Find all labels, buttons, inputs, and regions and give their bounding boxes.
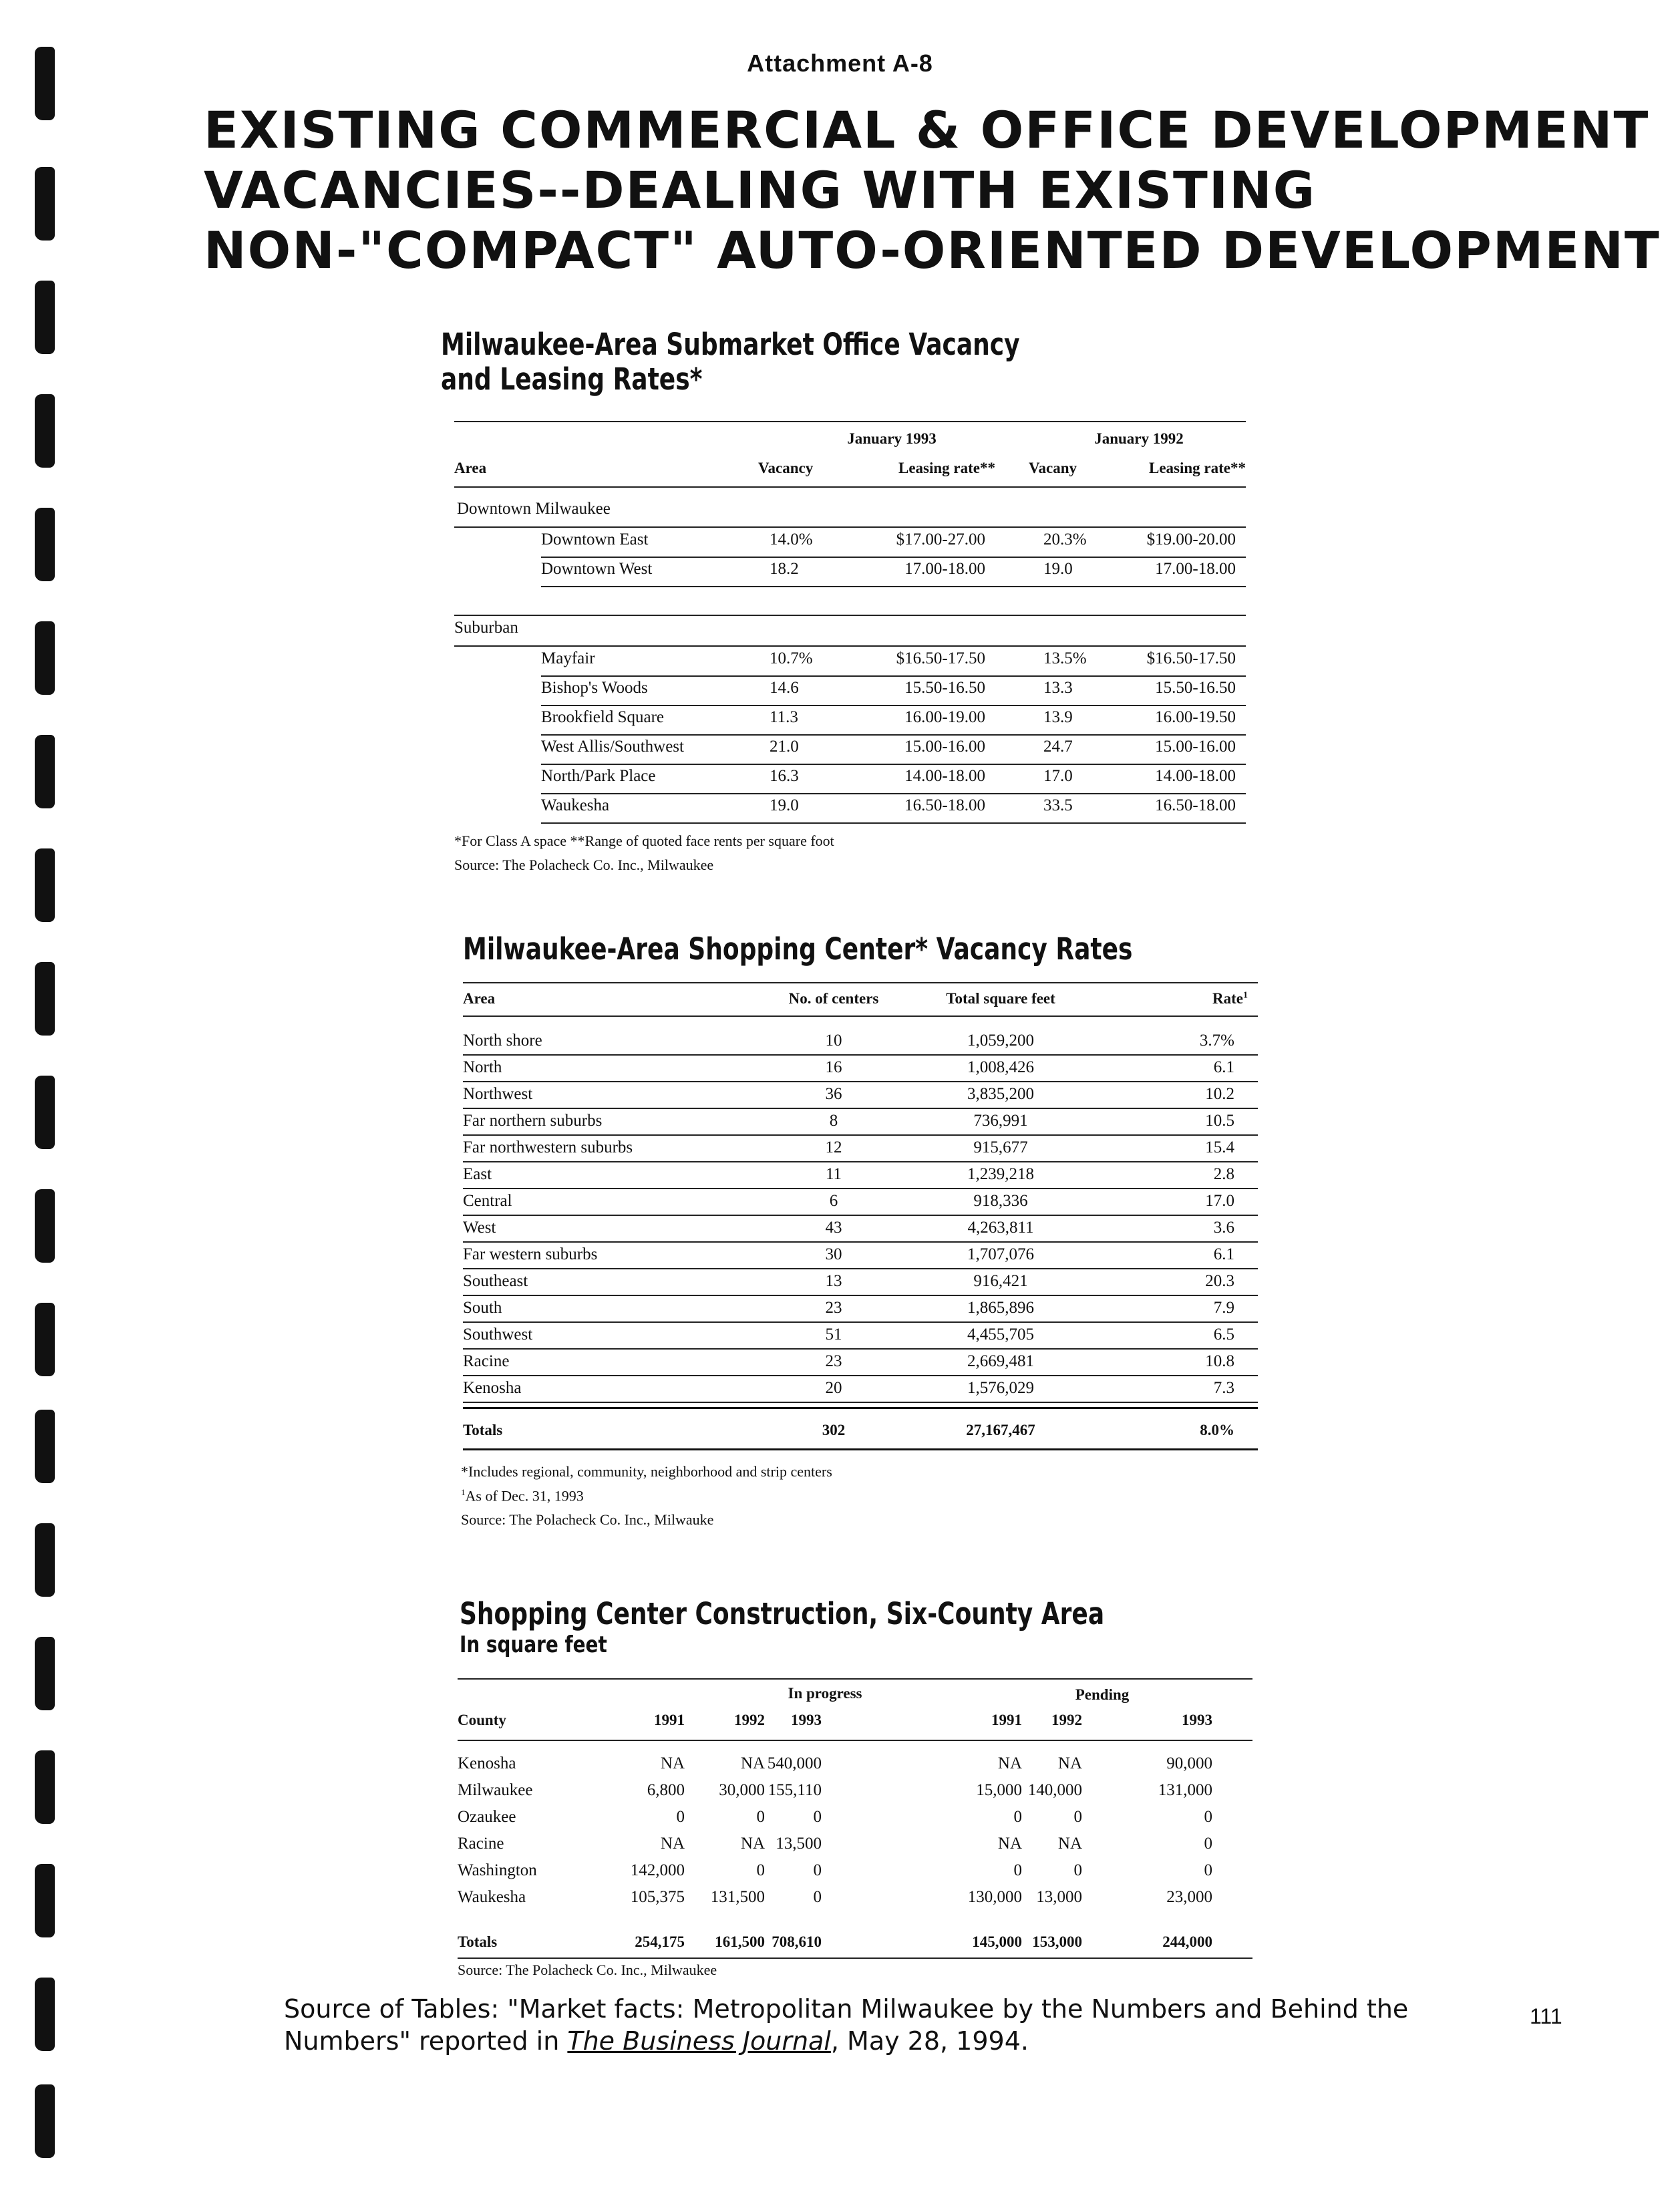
row-rate: 3.6: [1213, 1219, 1234, 1237]
row-square-feet: 3,835,200: [967, 1085, 1034, 1103]
table-rule: [463, 1448, 1258, 1450]
row-centers: 20: [825, 1379, 842, 1397]
row-value: 140,000: [1027, 1781, 1082, 1799]
citation-line2: [284, 2025, 1408, 2057]
row-area: Waukesha: [541, 796, 610, 814]
shopping-table-title: Milwaukee-Area Shopping Center* Vacancy Rates: [463, 931, 1133, 967]
row-square-feet: 1,576,029: [967, 1379, 1034, 1397]
row-vacancy-1993: 14.0%: [770, 530, 813, 548]
header-vacancy-1993: Vacancy: [758, 460, 814, 476]
header-centers: No. of centers: [788, 990, 879, 1007]
row-county: Ozaukee: [458, 1808, 516, 1826]
header-leasing-1993: Leasing rate**: [898, 460, 995, 476]
row-value: 540,000: [767, 1754, 822, 1772]
totals-value: 153,000: [1032, 1933, 1082, 1950]
row-vacancy-1993: 18.2: [770, 560, 799, 578]
header-year: 1991: [991, 1712, 1022, 1728]
row-value: NA: [997, 1835, 1022, 1853]
binder-hole: [35, 1750, 55, 1824]
row-leasing-1992: 17.00-18.00: [1155, 560, 1236, 578]
header-rate-sup: 1: [1243, 990, 1248, 1001]
row-rate: 20.3: [1205, 1272, 1234, 1290]
row-centers: 23: [825, 1352, 842, 1370]
row-area: Southwest: [463, 1325, 533, 1344]
header-year: 1993: [791, 1712, 822, 1728]
binder-hole: [35, 735, 55, 808]
totals-value: 708,610: [772, 1933, 822, 1950]
row-leasing-1993: $16.50-17.50: [896, 649, 985, 667]
row-vacancy-1993: 10.7%: [770, 649, 813, 667]
binder-hole: [35, 1410, 55, 1483]
row-area: Bishop's Woods: [541, 679, 648, 697]
headline-line: EXISTING COMMERCIAL & OFFICE DEVELOPMENT: [204, 100, 1650, 160]
row-centers: 8: [829, 1112, 838, 1130]
row-area: Northwest: [463, 1085, 533, 1103]
citation-line1: Source of Tables: "Market facts: Metropolitan Milwaukee by the Numbers and Behind the: [284, 1994, 1409, 2024]
row-square-feet: 2,669,481: [967, 1352, 1034, 1370]
binder-hole: [35, 508, 55, 581]
row-square-feet: 918,336: [973, 1192, 1028, 1210]
binder-hole: [35, 1076, 55, 1149]
attachment-label: Attachment A-8: [747, 49, 933, 77]
row-leasing-1993: 16.00-19.00: [904, 708, 985, 726]
office-title-line1: Milwaukee-Area Submarket Office Vacancy: [441, 327, 1020, 362]
table-row: [463, 1162, 1258, 1189]
table-rule: [454, 421, 1246, 422]
row-leasing-1993: 17.00-18.00: [904, 560, 985, 578]
row-rate: 6.5: [1213, 1325, 1234, 1344]
office-source: Source: The Polacheck Co. Inc., Milwaukee: [454, 856, 714, 873]
binder-hole: [35, 1637, 55, 1710]
row-county: Waukesha: [458, 1888, 526, 1906]
binder-hole: [35, 1978, 55, 2051]
table-row: [541, 676, 1246, 706]
row-square-feet: 4,263,811: [967, 1219, 1034, 1237]
row-value: 15,000: [976, 1781, 1022, 1799]
table-rule: [463, 1407, 1258, 1409]
row-rate: 6.1: [1213, 1058, 1234, 1076]
tables-source-citation: [284, 1993, 1408, 2057]
binder-hole: [35, 1303, 55, 1376]
binder-hole: [35, 848, 55, 922]
row-area: Central: [463, 1192, 512, 1210]
row-value: 0: [1073, 1861, 1082, 1879]
row-area: Mayfair: [541, 649, 595, 667]
row-centers: 10: [825, 1032, 842, 1050]
row-vacancy-1992: 13.9: [1043, 708, 1073, 726]
row-vacancy-1992: 20.3%: [1043, 530, 1087, 548]
citation-post: , May 28, 1994.: [830, 2026, 1029, 2056]
totals-label: Totals: [463, 1422, 503, 1438]
header-leasing-1992: Leasing rate**: [1148, 460, 1246, 476]
table-rule: [458, 1740, 1252, 1741]
row-rate: 7.3: [1213, 1379, 1234, 1397]
row-area: Far northwestern suburbs: [463, 1138, 633, 1156]
header-year: 1992: [1051, 1712, 1082, 1728]
row-vacancy-1992: 13.5%: [1043, 649, 1087, 667]
row-square-feet: 916,421: [973, 1272, 1028, 1290]
row-county: Kenosha: [458, 1754, 516, 1772]
header-vacancy-1992: Vacany: [1029, 460, 1077, 476]
row-leasing-1992: $16.50-17.50: [1146, 649, 1236, 667]
row-vacancy-1993: 21.0: [770, 738, 799, 756]
row-vacancy-1992: 13.3: [1043, 679, 1073, 697]
row-area: Far western suburbs: [463, 1245, 598, 1263]
binder-hole: [35, 1864, 55, 1937]
office-table-title: [441, 327, 1020, 397]
row-area: North shore: [463, 1032, 542, 1050]
row-square-feet: 1,059,200: [967, 1032, 1034, 1050]
row-value: 0: [1013, 1861, 1022, 1879]
table-row: [458, 1885, 1252, 1911]
table-rule: [458, 1957, 1252, 1959]
header-rate-label: Rate: [1212, 990, 1243, 1007]
row-area: South: [463, 1299, 502, 1317]
row-leasing-1993: 15.00-16.00: [904, 738, 985, 756]
table-row: [463, 1189, 1258, 1216]
header-rate: [1144, 990, 1248, 1007]
group-label-downtown: Downtown Milwaukee: [457, 500, 611, 518]
headline-line: NON-"COMPACT" AUTO-ORIENTED DEVELOPMENT: [204, 220, 1661, 280]
header-county: County: [458, 1712, 506, 1728]
table-row: [541, 647, 1246, 677]
row-value: 0: [813, 1808, 822, 1826]
header-year: 1993: [1182, 1712, 1212, 1728]
row-leasing-1992: 16.00-19.50: [1155, 708, 1236, 726]
row-leasing-1993: 15.50-16.50: [904, 679, 985, 697]
table-rule: [463, 1015, 1258, 1017]
header-pending: Pending: [1075, 1686, 1130, 1703]
shopping-source: Source: The Polacheck Co. Inc., Milwauke: [461, 1511, 714, 1528]
row-square-feet: 1,707,076: [967, 1245, 1034, 1263]
row-leasing-1993: 14.00-18.00: [904, 767, 985, 785]
table-row: [463, 1269, 1258, 1296]
row-county: Washington: [458, 1861, 537, 1879]
row-vacancy-1992: 19.0: [1043, 560, 1073, 578]
construction-table-subtitle: In square feet: [460, 1631, 607, 1658]
table-row: [463, 1029, 1258, 1056]
table-rule: [454, 486, 1246, 488]
row-value: 130,000: [967, 1888, 1022, 1906]
table-row: [541, 794, 1246, 824]
row-value: NA: [1057, 1754, 1082, 1772]
header-jan1992: January 1992: [1094, 430, 1184, 447]
totals-centers: 302: [822, 1422, 846, 1438]
row-square-feet: 915,677: [973, 1138, 1028, 1156]
row-leasing-1993: 16.50-18.00: [904, 796, 985, 814]
headline-line: VACANCIES--DEALING WITH EXISTING: [204, 160, 1317, 220]
table-row: [541, 705, 1246, 736]
row-vacancy-1993: 11.3: [770, 708, 798, 726]
table-row: [463, 1082, 1258, 1109]
group-label-suburban: Suburban: [454, 619, 518, 637]
binder-hole: [35, 394, 55, 468]
row-value: NA: [997, 1754, 1022, 1772]
row-value: 13,000: [1036, 1888, 1082, 1906]
row-square-feet: 1,008,426: [967, 1058, 1034, 1076]
binder-holes: [0, 0, 73, 2196]
row-square-feet: 1,865,896: [967, 1299, 1034, 1317]
header-square-feet: Total square feet: [946, 990, 1055, 1007]
table-rule: [458, 1678, 1252, 1680]
table-row: [541, 735, 1246, 765]
binder-hole: [35, 281, 55, 354]
binder-hole: [35, 167, 55, 241]
header-year: 1991: [654, 1712, 685, 1728]
totals-value: 161,500: [715, 1933, 765, 1950]
shopping-footnote: *Includes regional, community, neighborhood and strip centers: [461, 1463, 832, 1480]
table-rule: [463, 982, 1258, 983]
row-value: 23,000: [1166, 1888, 1212, 1906]
row-centers: 36: [825, 1085, 842, 1103]
row-value: 131,000: [1158, 1781, 1212, 1799]
row-value: 0: [756, 1861, 765, 1879]
row-value: 0: [676, 1808, 685, 1826]
table-row: [541, 764, 1246, 794]
row-value: NA: [1057, 1835, 1082, 1853]
office-footnote: *For Class A space **Range of quoted face rents per square foot: [454, 832, 834, 849]
row-leasing-1993: $17.00-27.00: [896, 530, 985, 548]
row-value: 0: [1204, 1808, 1212, 1826]
table-row: [463, 1243, 1258, 1269]
row-value: 0: [1204, 1835, 1212, 1853]
row-area: Brookfield Square: [541, 708, 664, 726]
header-area: Area: [463, 990, 496, 1007]
row-rate: 10.8: [1205, 1352, 1234, 1370]
row-value: 142,000: [630, 1861, 685, 1879]
row-value: 90,000: [1166, 1754, 1212, 1772]
header-year: 1992: [734, 1712, 765, 1728]
row-vacancy-1993: 14.6: [770, 679, 799, 697]
table-row: [463, 1136, 1258, 1162]
footnote-date-text: As of Dec. 31, 1993: [465, 1487, 584, 1505]
table-row: [463, 1350, 1258, 1376]
table-row: [458, 1752, 1252, 1777]
totals-value: 145,000: [972, 1933, 1022, 1950]
shopping-footnote-date: [461, 1487, 584, 1505]
page-headline: [204, 100, 1661, 281]
row-value: NA: [740, 1835, 765, 1853]
row-centers: 11: [825, 1165, 842, 1183]
row-leasing-1992: $19.00-20.00: [1146, 530, 1236, 548]
row-centers: 51: [825, 1325, 842, 1344]
binder-hole: [35, 1523, 55, 1597]
row-value: 0: [1204, 1861, 1212, 1879]
row-rate: 15.4: [1205, 1138, 1234, 1156]
table-row: [458, 1832, 1252, 1857]
row-value: NA: [740, 1754, 765, 1772]
table-row: [463, 1216, 1258, 1243]
construction-table-title: Shopping Center Construction, Six-County Area: [460, 1596, 1105, 1631]
row-square-feet: 4,455,705: [967, 1325, 1034, 1344]
row-area: Downtown West: [541, 560, 653, 578]
row-centers: 43: [825, 1219, 842, 1237]
row-area: Southeast: [463, 1272, 528, 1290]
table-rule: [454, 615, 1246, 616]
table-row: [463, 1109, 1258, 1136]
binder-hole: [35, 2084, 55, 2158]
row-value: 0: [1073, 1808, 1082, 1826]
totals-value: 244,000: [1162, 1933, 1212, 1950]
row-value: NA: [660, 1835, 685, 1853]
totals-row: [458, 1931, 1252, 1956]
row-leasing-1992: 14.00-18.00: [1155, 767, 1236, 785]
table-row: [463, 1376, 1258, 1403]
row-rate: 17.0: [1205, 1192, 1234, 1210]
row-vacancy-1992: 17.0: [1043, 767, 1073, 785]
row-area: Downtown East: [541, 530, 649, 548]
table-row: [463, 1296, 1258, 1323]
row-area: West Allis/Southwest: [541, 738, 684, 756]
row-area: West: [463, 1219, 496, 1237]
table-row: [458, 1805, 1252, 1831]
row-centers: 23: [825, 1299, 842, 1317]
publication-title: The Business Journal: [567, 2026, 831, 2056]
row-value: 155,110: [768, 1781, 822, 1799]
row-leasing-1992: 15.00-16.00: [1155, 738, 1236, 756]
row-rate: 6.1: [1213, 1245, 1234, 1263]
row-rate: 10.5: [1205, 1112, 1234, 1130]
row-value: 131,500: [710, 1888, 765, 1906]
row-county: Racine: [458, 1835, 504, 1853]
page-number: 111: [1530, 2004, 1562, 2028]
row-square-feet: 736,991: [973, 1112, 1028, 1130]
row-value: 0: [1013, 1808, 1022, 1826]
table-row: [458, 1859, 1252, 1884]
row-square-feet: 1,239,218: [967, 1165, 1034, 1183]
totals-value: 254,175: [635, 1933, 685, 1950]
table-row: [463, 1323, 1258, 1350]
binder-hole: [35, 621, 55, 695]
row-centers: 30: [825, 1245, 842, 1263]
row-area: North: [463, 1058, 502, 1076]
row-vacancy-1993: 19.0: [770, 796, 799, 814]
binder-hole: [35, 962, 55, 1036]
row-value: 30,000: [719, 1781, 765, 1799]
footnote-sup: 1: [461, 1487, 466, 1497]
office-title-line2: and Leasing Rates*: [441, 361, 703, 397]
header-area: Area: [454, 460, 487, 476]
row-vacancy-1993: 16.3: [770, 767, 799, 785]
row-leasing-1992: 16.50-18.00: [1155, 796, 1236, 814]
row-county: Milwaukee: [458, 1781, 533, 1799]
row-area: Racine: [463, 1352, 510, 1370]
row-centers: 12: [825, 1138, 842, 1156]
row-value: 13,500: [776, 1835, 822, 1853]
row-vacancy-1992: 24.7: [1043, 738, 1073, 756]
totals-square-feet: 27,167,467: [966, 1422, 1035, 1438]
construction-source: Source: The Polacheck Co. Inc., Milwaukee: [458, 1962, 717, 1978]
row-area: North/Park Place: [541, 767, 656, 785]
row-centers: 16: [825, 1058, 842, 1076]
totals-rate: 8.0%: [1200, 1422, 1234, 1438]
row-rate: 10.2: [1205, 1085, 1234, 1103]
row-area: Kenosha: [463, 1379, 522, 1397]
row-value: 0: [813, 1888, 822, 1906]
row-value: 6,800: [647, 1781, 685, 1799]
table-row: [541, 557, 1246, 587]
totals-label: Totals: [458, 1933, 498, 1950]
table-row: [541, 528, 1246, 558]
row-leasing-1992: 15.50-16.50: [1155, 679, 1236, 697]
row-rate: 7.9: [1213, 1299, 1234, 1317]
row-area: East: [463, 1165, 492, 1183]
row-centers: 13: [825, 1272, 842, 1290]
row-rate: 3.7%: [1199, 1032, 1234, 1050]
row-rate: 2.8: [1213, 1165, 1234, 1183]
table-row: [458, 1778, 1252, 1804]
citation-pre: Numbers" reported in: [284, 2026, 568, 2056]
row-value: 0: [813, 1861, 822, 1879]
row-vacancy-1992: 33.5: [1043, 796, 1073, 814]
binder-hole: [35, 1189, 55, 1263]
row-value: NA: [660, 1754, 685, 1772]
header-jan1993: January 1993: [847, 430, 937, 447]
header-in-progress: In progress: [788, 1685, 862, 1702]
row-value: 105,375: [630, 1888, 685, 1906]
table-row: [463, 1056, 1258, 1082]
row-value: 0: [756, 1808, 765, 1826]
row-area: Far northern suburbs: [463, 1112, 603, 1130]
row-centers: 6: [829, 1192, 838, 1210]
